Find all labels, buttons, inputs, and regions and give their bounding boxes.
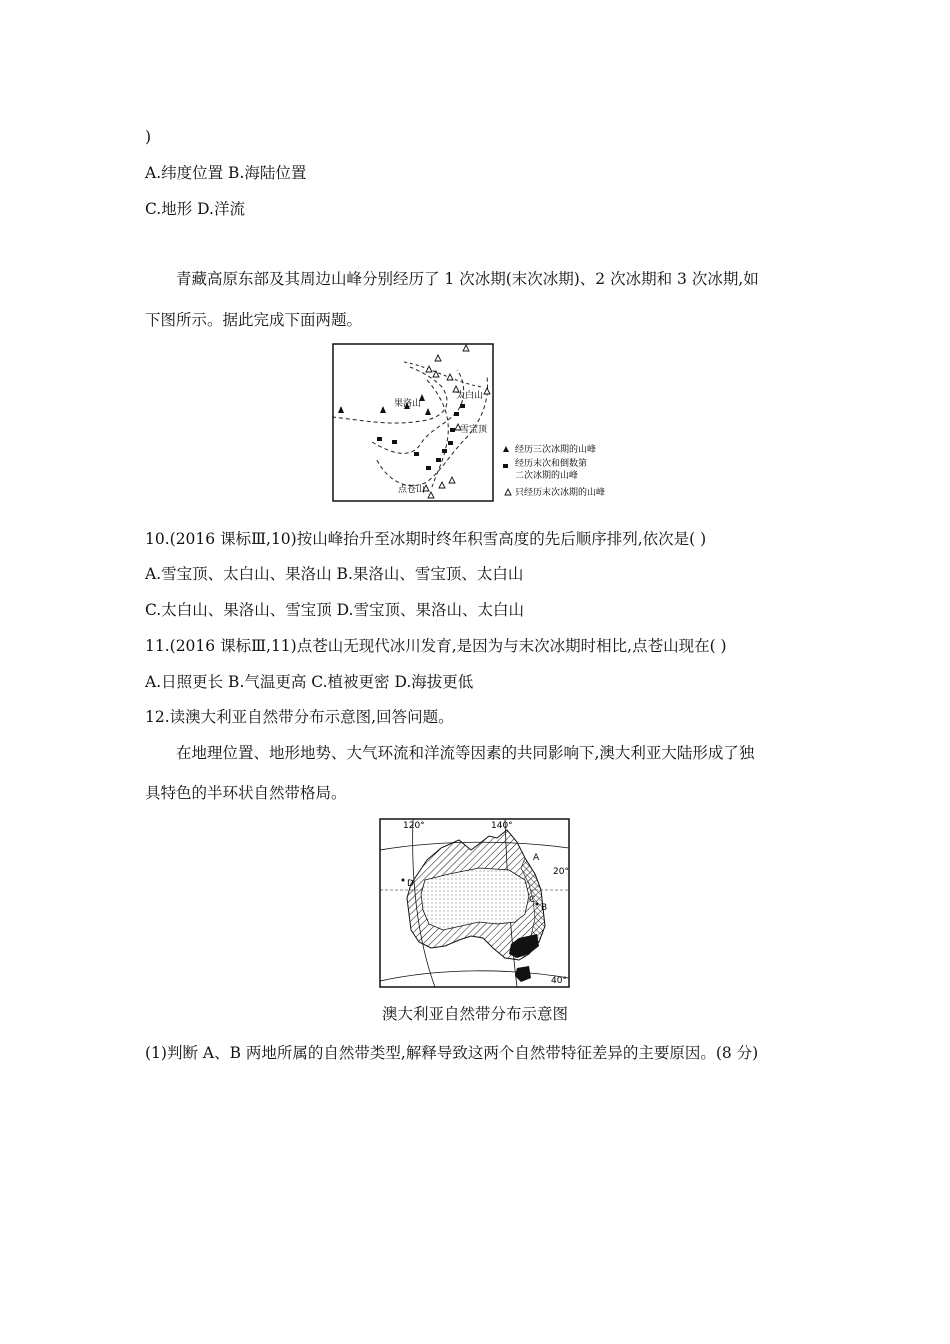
question-10: 10.(2016 课标Ⅲ,10)按山峰抬升至冰期时终年积雪高度的先后顺序排列,依次是( ) (145, 530, 707, 548)
label-xuebao: 雪宝顶 (460, 425, 488, 435)
label-a: A (533, 853, 540, 863)
label-taibai: 太白山 (456, 391, 484, 401)
intro-paragraph-2: 下图所示。据此完成下面两题。 (145, 311, 363, 329)
label-diancang: 点苍山 (398, 485, 426, 495)
label-120: 120° (403, 821, 425, 831)
desert-zone (421, 868, 529, 930)
option-line-ab: A.纬度位置 B.海陆位置 (145, 164, 307, 182)
question-12: 12.读澳大利亚自然带分布示意图,回答问题。 (145, 708, 454, 726)
q11-options: A.日照更长 B.气温更高 C.植被更密 D.海拔更低 (145, 673, 474, 691)
q10-options-ab: A.雪宝顶、太白山、果洛山 B.果洛山、雪宝顶、太白山 (145, 565, 524, 583)
label-lat20: 20° (553, 867, 569, 877)
legend-item-3: 只经历末次冰期的山峰 (515, 488, 606, 498)
q12-paragraph-2: 具特色的半环状自然带格局。 (145, 784, 347, 802)
text-line-1: ) (145, 128, 152, 146)
legend-hollow-triangle-icon (505, 489, 511, 495)
label-d: D (407, 879, 414, 889)
glacier-peaks-figure (332, 342, 622, 504)
label-b: B (541, 903, 548, 913)
option-line-cd: C.地形 D.洋流 (145, 200, 245, 218)
label-guoluo: 果洛山 (394, 399, 422, 409)
q12-paragraph-1: 在地理位置、地形地势、大气环流和洋流等因素的共同影响下,澳大利亚大陆形成了独 (176, 744, 755, 762)
legend-item-1: 经历三次冰期的山峰 (515, 445, 597, 455)
question-12-part-1: (1)判断 A、B 两地所属的自然带类型,解释导致这两个自然带特征差异的主要原因。(8 分) (145, 1044, 759, 1062)
map-frame (333, 344, 493, 501)
legend-item-2b: 二次冰期的山峰 (515, 471, 579, 481)
intro-paragraph-1: 青藏高原东部及其周边山峰分别经历了 1 次冰期(末次冰期)、2 次冰期和 3 次冰期,如 (176, 270, 759, 288)
australia-zones-figure (379, 818, 571, 990)
legend-half-triangle-icon (503, 464, 508, 468)
legend-solid-triangle-icon (503, 446, 509, 452)
legend-item-2a: 经历末次和倒数第 (515, 459, 588, 469)
figure-caption: 澳大利亚自然带分布示意图 (381, 1005, 568, 1023)
label-lon140: 140° (491, 821, 513, 831)
question-11: 11.(2016 课标Ⅲ,11)点苍山无现代冰川发育,是因为与末次冰期时相比,点苍山现在( ) (145, 637, 727, 655)
label-lat40: 40° (551, 976, 567, 986)
q10-options-cd: C.太白山、果洛山、雪宝顶 D.雪宝顶、果洛山、太白山 (145, 601, 524, 619)
label-c: C (529, 895, 536, 905)
